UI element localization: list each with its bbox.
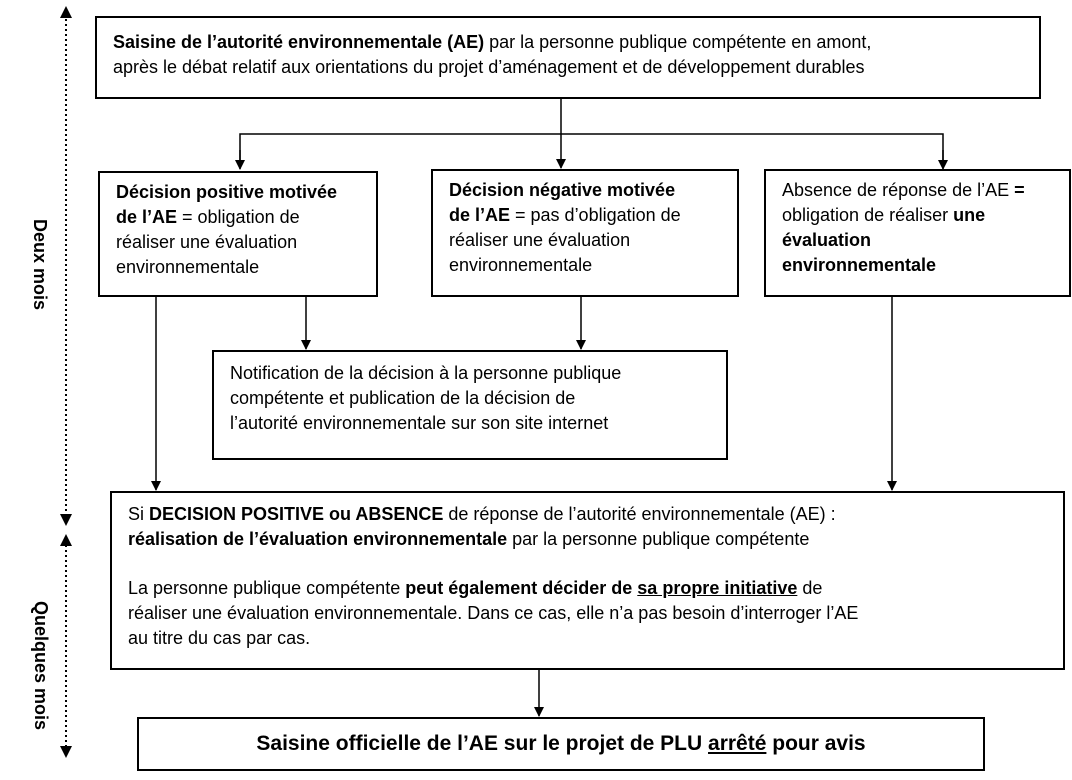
timeline-phase1-bottom-arrow [60, 514, 72, 526]
realisation-p2-post: par la personne publique compétente [507, 529, 810, 549]
realisation-p5: au titre du cas par cas. [128, 628, 311, 648]
box-saisine-officielle [137, 717, 985, 771]
box-notification [212, 350, 728, 460]
box-absence-reponse [764, 169, 1071, 297]
box-realisation [110, 491, 1065, 670]
saisine-ae-line2: après le débat relatif aux orientations du projet d’aménagement et de développement durables [113, 57, 865, 77]
saisine-ae-bold: Saisine de l’autorité environnementale (AE) [113, 32, 485, 52]
absence-line2: obligation de réaliser [782, 205, 954, 225]
saisine-ae-line1: par la personne publique compétente en amont, [484, 32, 872, 52]
positive-line1: Décision positive motivée [116, 182, 338, 202]
realisation-p3-post: de [797, 578, 823, 598]
realisation-p3-underlined: sa propre initiative [637, 578, 798, 598]
positive-line3: réaliser une évaluation [116, 232, 298, 252]
positive-line4: environnementale [116, 257, 260, 277]
notification-line2: compétente et publication de la décision de [230, 388, 576, 408]
realisation-p1-pre: Si [128, 504, 150, 524]
realisation-p2-bold: réalisation de l’évaluation environnementale [128, 529, 508, 549]
negative-line2-rest: = pas d’obligation de [510, 205, 681, 225]
timeline-phase1-label: Deux mois [30, 219, 50, 311]
officielle-pre: Saisine officielle de l’AE sur le projet de PLU [256, 732, 709, 755]
connector-branch [240, 134, 943, 168]
absence-line1-bold: = [1014, 180, 1025, 200]
notification-line1: Notification de la décision à la personne publique [230, 363, 622, 383]
absence-line2-bold: une [953, 205, 986, 225]
negative-line3: réaliser une évaluation [449, 230, 631, 250]
negative-line1: Décision négative motivée [449, 180, 676, 200]
negative-line4: environnementale [449, 255, 593, 275]
realisation-p1-bold: DECISION POSITIVE ou ABSENCE [149, 504, 444, 524]
timeline-phase2-bottom-arrow [60, 746, 72, 758]
absence-line1: Absence de réponse de l’AE [782, 180, 1015, 200]
timeline-phase1-top-arrow [60, 6, 72, 18]
absence-line3: évaluation [782, 230, 872, 250]
absence-line4: environnementale [782, 255, 937, 275]
realisation-p3-bold: peut également décider de [405, 578, 638, 598]
box-decision-negative [431, 169, 739, 297]
realisation-p4: réaliser une évaluation environnementale. Dans ce cas, elle n’a pas besoin d’interroger l’AE [128, 603, 859, 623]
box-decision-positive [98, 171, 378, 297]
timeline-phase2-top-arrow [60, 534, 72, 546]
realisation-p1-post: de réponse de l’autorité environnementale (AE) : [443, 504, 836, 524]
officielle-post: pour avis [766, 732, 866, 755]
officielle-underlined: arrêté [708, 732, 767, 755]
realisation-p3-pre: La personne publique compétente [128, 578, 406, 598]
notification-line3: l’autorité environnementale sur son site internet [230, 413, 609, 433]
timeline-phase2-label: Quelques mois [31, 601, 51, 731]
positive-line2-rest: = obligation de [177, 207, 300, 227]
positive-line2-bold: de l’AE [116, 207, 178, 227]
box-saisine-ae [95, 16, 1041, 99]
negative-line2-bold: de l’AE [449, 205, 511, 225]
